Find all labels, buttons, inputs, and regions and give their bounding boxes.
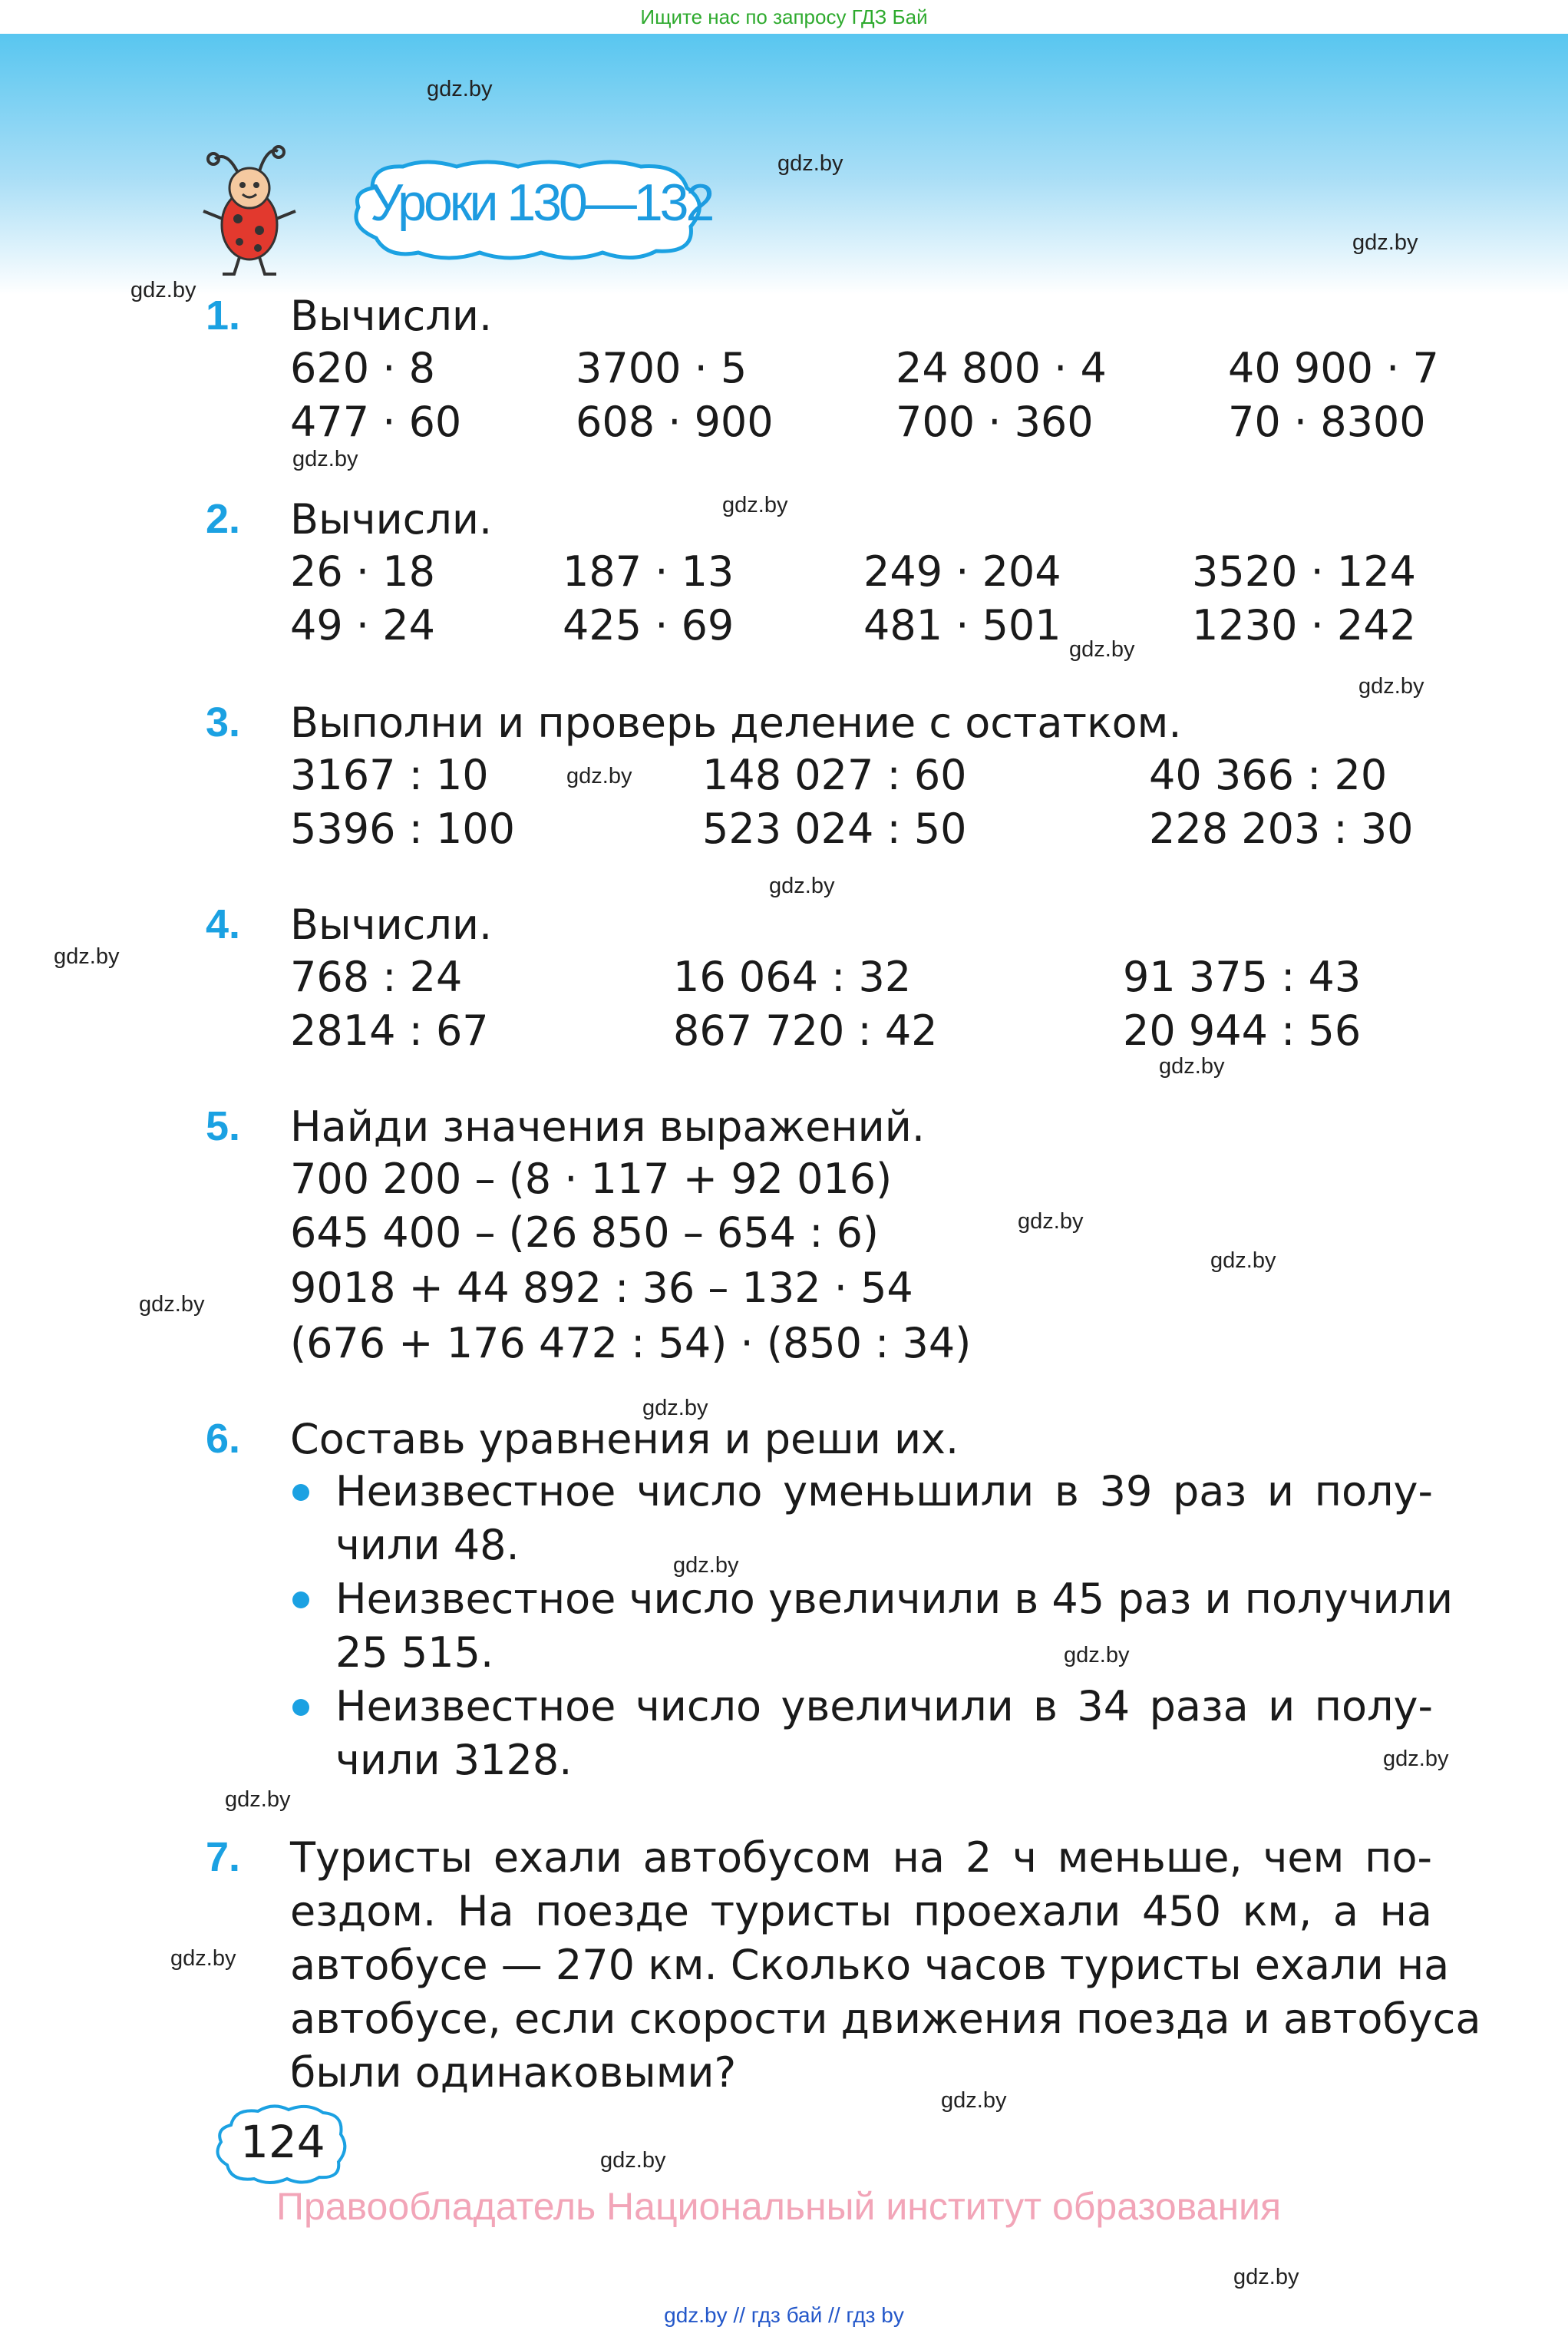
watermark: gdz.by — [1352, 230, 1418, 255]
task-4-expr: 91 375 : 43 — [1123, 953, 1362, 1001]
task-6-item-continuation: чили 3128. — [335, 1736, 573, 1784]
watermark: gdz.by — [673, 1553, 739, 1578]
task-1-expr: 700 · 360 — [896, 398, 1094, 446]
page-number: 124 — [240, 2116, 325, 2168]
watermark: gdz.by — [54, 944, 120, 969]
watermark: gdz.by — [1064, 1643, 1130, 1667]
task-5-number: 5. — [206, 1103, 241, 1149]
bullet-dot — [292, 1484, 309, 1501]
task-1-expr: 40 900 · 7 — [1228, 344, 1439, 392]
watermark: gdz.by — [941, 2088, 1007, 2113]
task-6-item: Неизвестное число увеличили в 34 раза и полу- — [335, 1682, 1433, 1730]
task-6-item: Неизвестное число уменьшили в 39 раз и полу- — [335, 1467, 1433, 1515]
task-3-expr: 228 203 : 30 — [1149, 805, 1414, 853]
task-5-heading: Найди значения выражений. — [290, 1102, 926, 1151]
task-7-text: Туристы ехали автобусом на 2 ч меньше, чем по- — [290, 1833, 1432, 1882]
watermark: gdz.by — [170, 1946, 236, 1971]
task-3-heading: Выполни и проверь деление с остатком. — [290, 699, 1182, 747]
task-6-item-continuation: 25 515. — [335, 1628, 494, 1677]
watermark: gdz.by — [769, 874, 835, 898]
watermark: gdz.by — [1383, 1747, 1449, 1771]
task-3-number: 3. — [206, 699, 241, 745]
footer-links: gdz.by // гдз бай // гдз by — [664, 2303, 904, 2327]
task-1-expr: 477 · 60 — [290, 398, 462, 446]
task-2-expr: 26 · 18 — [290, 547, 435, 596]
task-3-expr: 523 024 : 50 — [702, 805, 967, 853]
task-2-expr: 249 · 204 — [863, 547, 1061, 596]
task-5-expression: 9018 + 44 892 : 36 – 132 · 54 — [290, 1264, 913, 1312]
task-5-expression: (676 + 176 472 : 54) · (850 : 34) — [290, 1319, 972, 1367]
watermark: gdz.by — [1018, 1209, 1084, 1234]
watermark: gdz.by — [1358, 674, 1424, 699]
watermark: gdz.by — [722, 493, 788, 517]
watermark: gdz.by — [642, 1396, 708, 1420]
task-1-number: 1. — [206, 292, 241, 339]
task-2-expr: 481 · 501 — [863, 601, 1061, 649]
task-1-expr: 70 · 8300 — [1228, 398, 1426, 446]
task-6-number: 6. — [206, 1416, 241, 1462]
watermark: gdz.by — [225, 1787, 291, 1812]
task-2-expr: 1230 · 242 — [1192, 601, 1416, 649]
watermark: gdz.by — [139, 1292, 205, 1317]
task-4-expr: 2814 : 67 — [290, 1006, 489, 1055]
task-7-text: автобусе — 270 км. Сколько часов туристы ехали на — [290, 1941, 1450, 1989]
task-2-expr: 49 · 24 — [290, 601, 435, 649]
task-7-text: были одинаковыми? — [290, 2048, 737, 2097]
task-4-expr: 20 944 : 56 — [1123, 1006, 1362, 1055]
watermark: gdz.by — [566, 764, 632, 788]
watermark: gdz.by — [130, 278, 196, 302]
task-6-item-continuation: чили 48. — [335, 1521, 520, 1569]
task-6-heading: Составь уравнения и реши их. — [290, 1415, 959, 1463]
task-4-heading: Вычисли. — [290, 901, 493, 949]
task-1-expr: 608 · 900 — [576, 398, 774, 446]
task-3-expr: 3167 : 10 — [290, 751, 489, 799]
task-4-number: 4. — [206, 901, 241, 947]
task-2-expr: 425 · 69 — [563, 601, 734, 649]
task-3-expr: 40 366 : 20 — [1149, 751, 1388, 799]
watermark: gdz.by — [1159, 1054, 1225, 1079]
task-2-number: 2. — [206, 496, 241, 542]
task-5-expression: 645 400 – (26 850 – 654 : 6) — [290, 1208, 879, 1257]
task-7-text: ездом. На поезде туристы проехали 450 км, а на — [290, 1887, 1432, 1935]
watermark: gdz.by — [1069, 637, 1135, 662]
copyright-notice: Правообладатель Национальный институт образования — [276, 2185, 1282, 2228]
lesson-title: Уроки 130—132 — [370, 174, 712, 232]
task-3-expr: 148 027 : 60 — [702, 751, 967, 799]
task-6-item: Неизвестное число увеличили в 45 раз и получили — [335, 1575, 1454, 1623]
task-7-number: 7. — [206, 1834, 241, 1880]
task-1-heading: Вычисли. — [290, 292, 493, 340]
task-1-expr: 3700 · 5 — [576, 344, 748, 392]
watermark: gdz.by — [292, 447, 358, 471]
task-1-expr: 24 800 · 4 — [896, 344, 1107, 392]
bullet-dot — [292, 1591, 309, 1608]
watermark: gdz.by — [1233, 2265, 1299, 2289]
task-7-text: автобусе, если скорости движения поезда и автобуса — [290, 1995, 1481, 2043]
task-4-expr: 16 064 : 32 — [673, 953, 912, 1001]
watermark: gdz.by — [1210, 1248, 1276, 1273]
bullet-dot — [292, 1699, 309, 1716]
task-3-expr: 5396 : 100 — [290, 805, 516, 853]
task-1-expr: 620 · 8 — [290, 344, 435, 392]
ladybug-icon — [192, 142, 307, 280]
task-4-expr: 867 720 : 42 — [673, 1006, 938, 1055]
task-4-expr: 768 : 24 — [290, 953, 463, 1001]
task-2-expr: 3520 · 124 — [1192, 547, 1416, 596]
watermark: gdz.by — [600, 2148, 666, 2173]
top-banner: Ищите нас по запросу ГДЗ Бай — [0, 0, 1568, 34]
watermark: gdz.by — [777, 151, 843, 176]
task-5-expression: 700 200 – (8 · 117 + 92 016) — [290, 1155, 893, 1203]
watermark: gdz.by — [427, 77, 493, 101]
task-2-expr: 187 · 13 — [563, 547, 734, 596]
task-2-heading: Вычисли. — [290, 495, 493, 544]
